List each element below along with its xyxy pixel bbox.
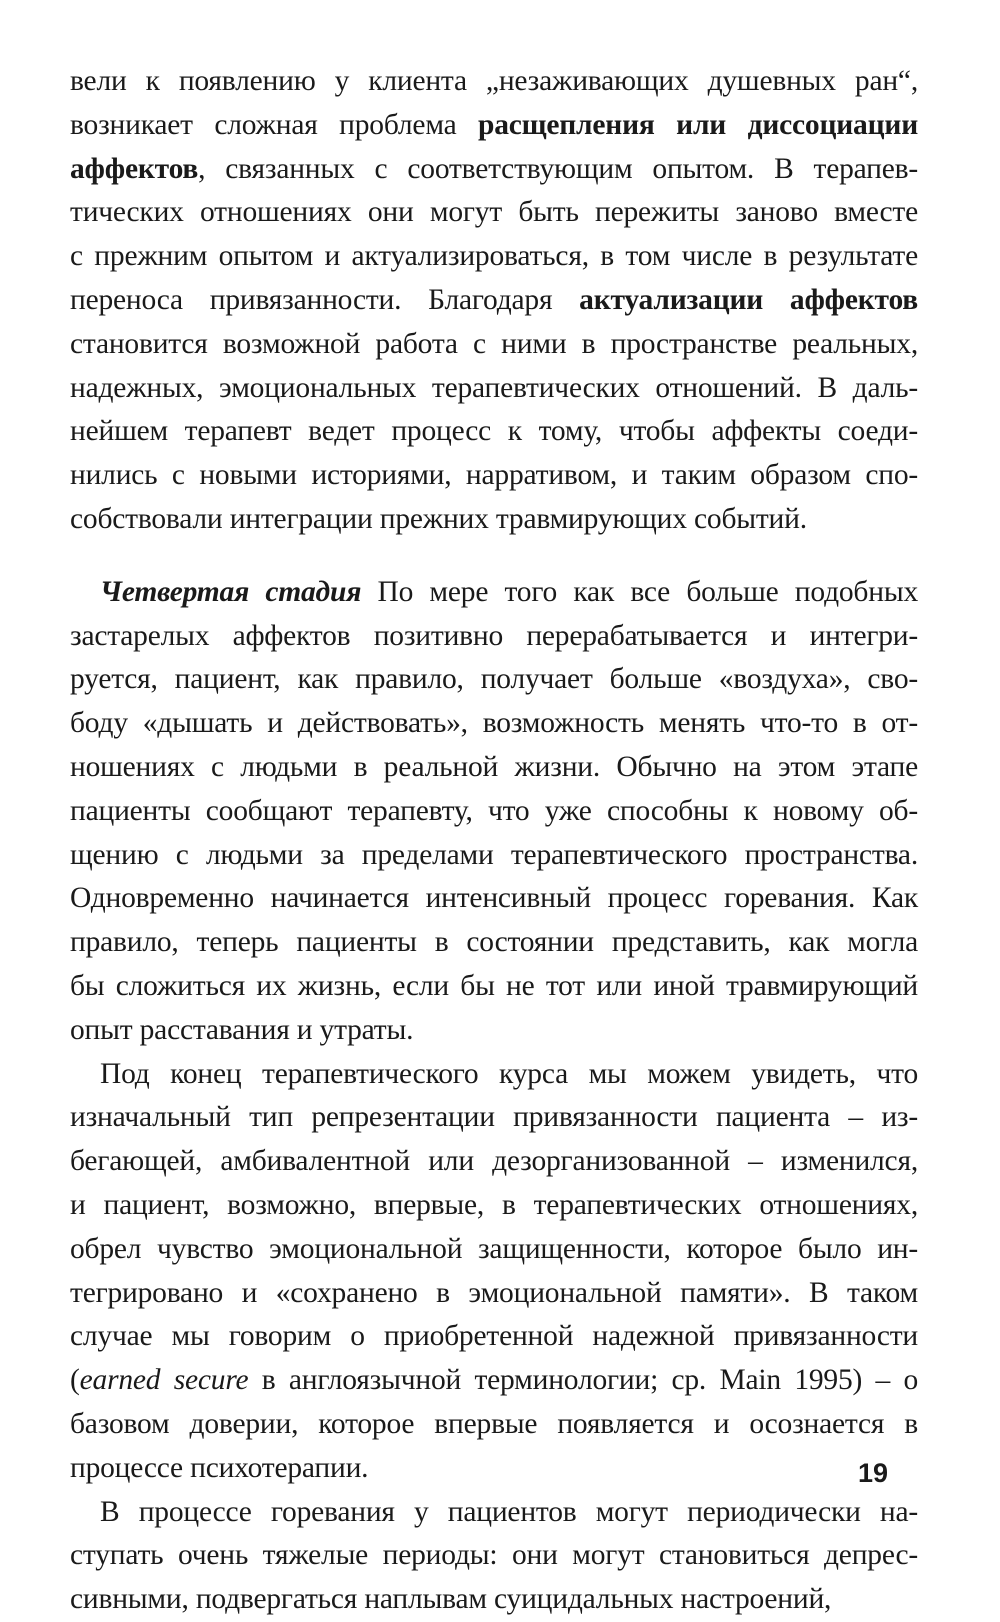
text-line (70, 834, 918, 878)
text-line (70, 1403, 918, 1447)
text-line (70, 921, 918, 965)
text-segment: вели к появлению у клиента „незаживающих душевных ран“, (70, 65, 918, 97)
text-line (70, 104, 918, 148)
text-line (70, 790, 918, 834)
text-segment: бы сложиться их жизнь, если бы не тот или иной травмирующий (70, 969, 918, 1002)
text-line (70, 1491, 918, 1535)
text-line (70, 410, 918, 454)
text-segment: , связанных с соответствующим опытом. В терапев- (198, 152, 918, 185)
page-body (70, 60, 918, 1622)
page-number: 19 (858, 1458, 889, 1488)
text-segment: Одновременно начинается интенсивный процесс горевания. Как (70, 882, 918, 915)
text-line (70, 1315, 918, 1359)
text-line (70, 1096, 918, 1140)
text-segment: и пациент, возможно, впервые, в терапевтических отношениях, (70, 1188, 918, 1221)
paragraph (70, 1053, 918, 1491)
text-line (70, 1359, 918, 1403)
text-segment: в англоязычной терминологии; ср. Main 1995) – о (248, 1364, 919, 1397)
text-line (70, 1447, 918, 1491)
text-line (70, 1578, 918, 1622)
text-segment: ( (70, 1364, 80, 1397)
text-line (70, 1184, 918, 1228)
bold-term: актуализации аффектов (579, 283, 918, 316)
text-line (70, 454, 918, 498)
text-line (70, 323, 918, 367)
text-segment: надежных, эмоциональных терапевтических отношений. В даль- (70, 371, 918, 404)
text-line (70, 191, 918, 235)
text-segment: ношениях с людьми в реальной жизни. Обычно на этом этапе (70, 750, 918, 783)
text-segment: нейшем терапевт ведет процесс к тому, чтобы аффекты соеди- (70, 415, 918, 448)
text-line (70, 1534, 918, 1578)
text-line (70, 658, 918, 702)
text-segment: случае мы говорим о приобретенной надежной привязанности (70, 1320, 918, 1353)
text-line (70, 367, 918, 411)
text-line (70, 498, 918, 542)
text-segment: базовом доверии, которое впервые появляется и осознается в (70, 1407, 918, 1440)
bold-term: аффектов (70, 152, 199, 185)
text-segment: переноса привязанности. Благодаря (70, 283, 580, 316)
text-segment: правило, теперь пациенты в состоянии представить, как могла (70, 926, 918, 959)
text-line (70, 571, 918, 615)
text-segment: становится возможной работа с ними в пространстве реальных, (70, 327, 918, 360)
text-line (70, 1228, 918, 1272)
text-line (70, 615, 918, 659)
text-line (70, 60, 918, 104)
text-segment: изначальный тип репрезентации привязанности пациента – из- (70, 1101, 918, 1134)
paragraph (70, 571, 918, 1053)
text-segment: щению с людьми за пределами терапевтического пространства. (70, 838, 918, 871)
text-line (70, 877, 918, 921)
text-segment: опыт расставания и утраты. (70, 1013, 414, 1046)
text-line (70, 1272, 918, 1316)
bold-term: расщепления или диссоциации (478, 108, 918, 141)
paragraph (70, 60, 918, 542)
text-segment: По мере того как все больше подобных (361, 575, 918, 608)
text-line (70, 279, 918, 323)
text-line (70, 702, 918, 746)
text-segment: процессе психотерапии. (70, 1451, 369, 1484)
paragraph-gap (70, 542, 918, 571)
text-segment: обрел чувство эмоциональной защищенности, которое было ин- (70, 1232, 918, 1265)
text-segment: с прежним опытом и актуализироваться, в том числе в результате (70, 240, 918, 273)
text-segment: тических отношениях они могут быть пережиты заново вместе (70, 196, 918, 229)
italic-term: earned secure (79, 1364, 249, 1397)
text-line (70, 965, 918, 1009)
text-segment: ступать очень тяжелые периоды: они могут становиться депрес- (70, 1539, 918, 1572)
text-segment: возникает сложная проблема (70, 108, 478, 141)
text-line (70, 746, 918, 790)
section-heading: Четвертая стадия (100, 575, 362, 608)
text-segment: В процессе горевания у пациентов могут периодически на- (100, 1495, 918, 1528)
text-segment: бегающей, амбивалентной или дезорганизованной – изменился, (70, 1145, 918, 1178)
text-line (70, 1140, 918, 1184)
text-line (70, 1053, 918, 1097)
text-segment: застарелых аффектов позитивно перерабатывается и интегри- (70, 619, 918, 652)
text-segment: пациенты сообщают терапевту, что уже способны к новому об- (70, 794, 918, 827)
text-line (70, 235, 918, 279)
text-segment: боду «дышать и действовать», возможность менять что-то в от- (70, 707, 918, 740)
text-segment: сивными, подвергаться наплывам суицидальных настроений, (70, 1583, 832, 1616)
paragraph (70, 1491, 918, 1622)
text-segment: собствовали интеграции прежних травмирующих событий. (70, 502, 807, 535)
text-segment: Под конец терапевтического курса мы можем увидеть, что (100, 1057, 918, 1090)
text-segment: тегрировано и «сохранено в эмоциональной памяти». В таком (70, 1276, 918, 1309)
text-line (70, 1009, 918, 1053)
text-line (70, 148, 918, 192)
text-segment: руется, пациент, как правило, получает больше «воздуха», сво- (70, 663, 918, 696)
text-segment: нились с новыми историями, нарративом, и таким образом спо- (70, 459, 918, 492)
